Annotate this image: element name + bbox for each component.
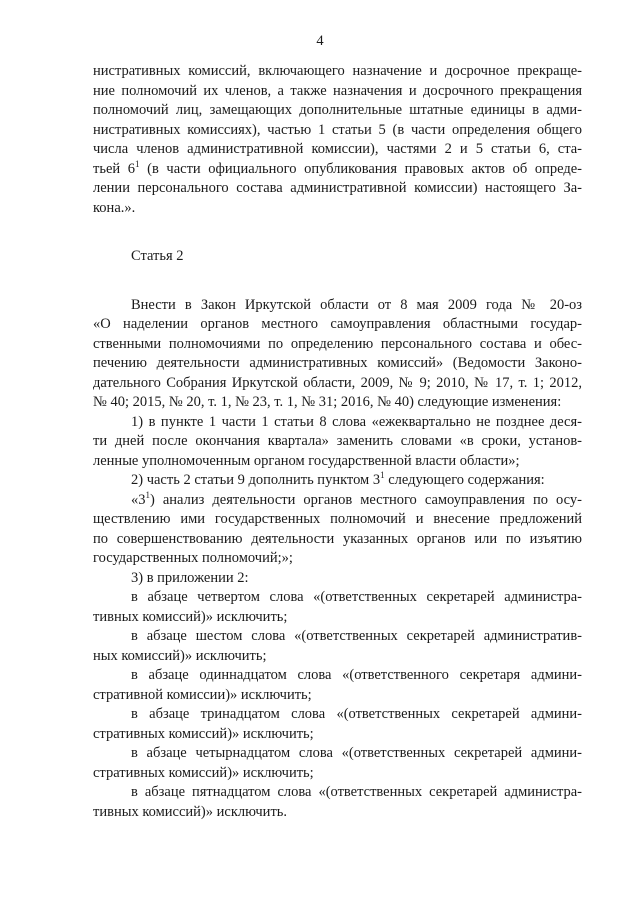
document-body xyxy=(93,62,582,822)
text-line: в абзаце шестом слова «(ответственных секретарей административ- xyxy=(131,628,582,644)
text-line xyxy=(93,491,582,511)
text-line: государственных полномочий;»; xyxy=(93,550,293,566)
text-line: стративных комиссий)» исключить; xyxy=(93,725,314,742)
item-2-paragraph xyxy=(93,471,582,491)
text-line: Внести в Закон Иркутской области от 8 мая 2009 года № 20-оз xyxy=(131,296,582,313)
text-line: стративной комиссии)» исключить; xyxy=(93,686,312,703)
text-line: нистративных комиссиях), частью 1 статьи 5 (в части определения общего xyxy=(93,121,582,138)
text-line: ти дней после окончания квартала» заменить словами «в сроки, установ- xyxy=(93,433,582,449)
text-line: стративных комиссий)» исключить; xyxy=(93,764,314,781)
superscript: 1 xyxy=(380,470,385,480)
text-line: в абзаце пятнадцатом слова «(ответственных секретарей администра- xyxy=(131,784,582,800)
item-3-paragraph xyxy=(93,569,582,589)
superscript: 1 xyxy=(135,158,140,169)
text-line: числа членов административной комиссии), частями 2 и 5 статьи 6, ста- xyxy=(93,141,582,157)
item-3-subparagraph xyxy=(93,705,582,744)
text-line xyxy=(93,471,582,491)
item-1-paragraph xyxy=(93,413,582,472)
continuation-paragraph xyxy=(93,62,582,218)
text-line: 1) в пункте 1 части 1 статьи 8 слова «ежеквартально не позднее деся- xyxy=(131,413,582,430)
item-3-subparagraph xyxy=(93,666,582,705)
text-line: 3) в приложении 2: xyxy=(131,569,249,586)
item-3-subparagraph xyxy=(93,783,582,822)
text-line: «О наделении органов местного самоуправления областными государ- xyxy=(93,316,582,332)
text-line: печению деятельности административных комиссий» (Ведомости Законо- xyxy=(93,355,582,371)
item-3-subparagraph xyxy=(93,744,582,783)
text-line: ние полномочий их членов, а также назначения и досрочного прекращения xyxy=(93,82,582,99)
text-fragment: «3 xyxy=(131,491,146,508)
text-line: нистративных комиссий, включающего назначение и досрочное прекраще- xyxy=(93,63,582,79)
text-line: лении персонального состава административной комиссии) настоящего За- xyxy=(93,180,582,196)
text-line: ных комиссий)» исключить; xyxy=(93,647,267,664)
text-line: № 40; 2015, № 20, т. 1, № 23, т. 1, № 31; 2016, № 40) следующие изменения: xyxy=(93,394,562,410)
text-fragment: 2) часть 2 статьи 9 дополнить пунктом 3 xyxy=(131,472,381,488)
text-line: в абзаце одиннадцатом слова «(ответственного секретаря админи- xyxy=(131,667,582,683)
text-fragment: следующего содержания: xyxy=(384,472,545,488)
intro-paragraph xyxy=(93,296,582,413)
text-line: ственными полномочиями по определению персонального состава и обес- xyxy=(93,335,582,352)
text-line: тивных комиссий)» исключить. xyxy=(93,803,288,820)
text-line: кона.». xyxy=(93,199,136,216)
text-line: дательного Собрания Иркутской области, 2009, № 9; 2010, № 17, т. 1; 2012, xyxy=(93,374,582,391)
text-line: ленные уполномоченным органом государственной власти области»; xyxy=(93,452,520,469)
article-heading: Статья 2 xyxy=(131,248,184,264)
text-line: тивных комиссий)» исключить; xyxy=(93,608,288,625)
text-fragment: (в части официального опубликования правовых актов об опреде- xyxy=(147,160,583,177)
text-fragment: ) анализ деятельности органов местного самоуправления по осу- xyxy=(150,491,582,508)
item-3-subparagraph xyxy=(93,627,582,666)
text-line: полномочий лиц, замещающих дополнительные штатные единицы в адми- xyxy=(93,102,582,118)
text-line: по совершенствованию деятельности указанных органов или по изъятию xyxy=(93,530,582,547)
text-line xyxy=(93,160,582,180)
text-line: в абзаце тринадцатом слова «(ответственных секретарей админи- xyxy=(131,706,582,722)
page-number: 4 xyxy=(316,33,324,49)
item-2-quote-paragraph xyxy=(93,491,582,569)
text-line: в абзаце четырнадцатом слова «(ответственных секретарей админи- xyxy=(131,745,582,761)
text-line: ществлению ими государственных полномочий и внесение предложений xyxy=(93,511,582,527)
superscript: 1 xyxy=(145,489,150,500)
text-line: в абзаце четвертом слова «(ответственных секретарей администра- xyxy=(131,589,582,605)
text-fragment: тьей 6 xyxy=(93,160,136,177)
item-3-subparagraph xyxy=(93,588,582,627)
